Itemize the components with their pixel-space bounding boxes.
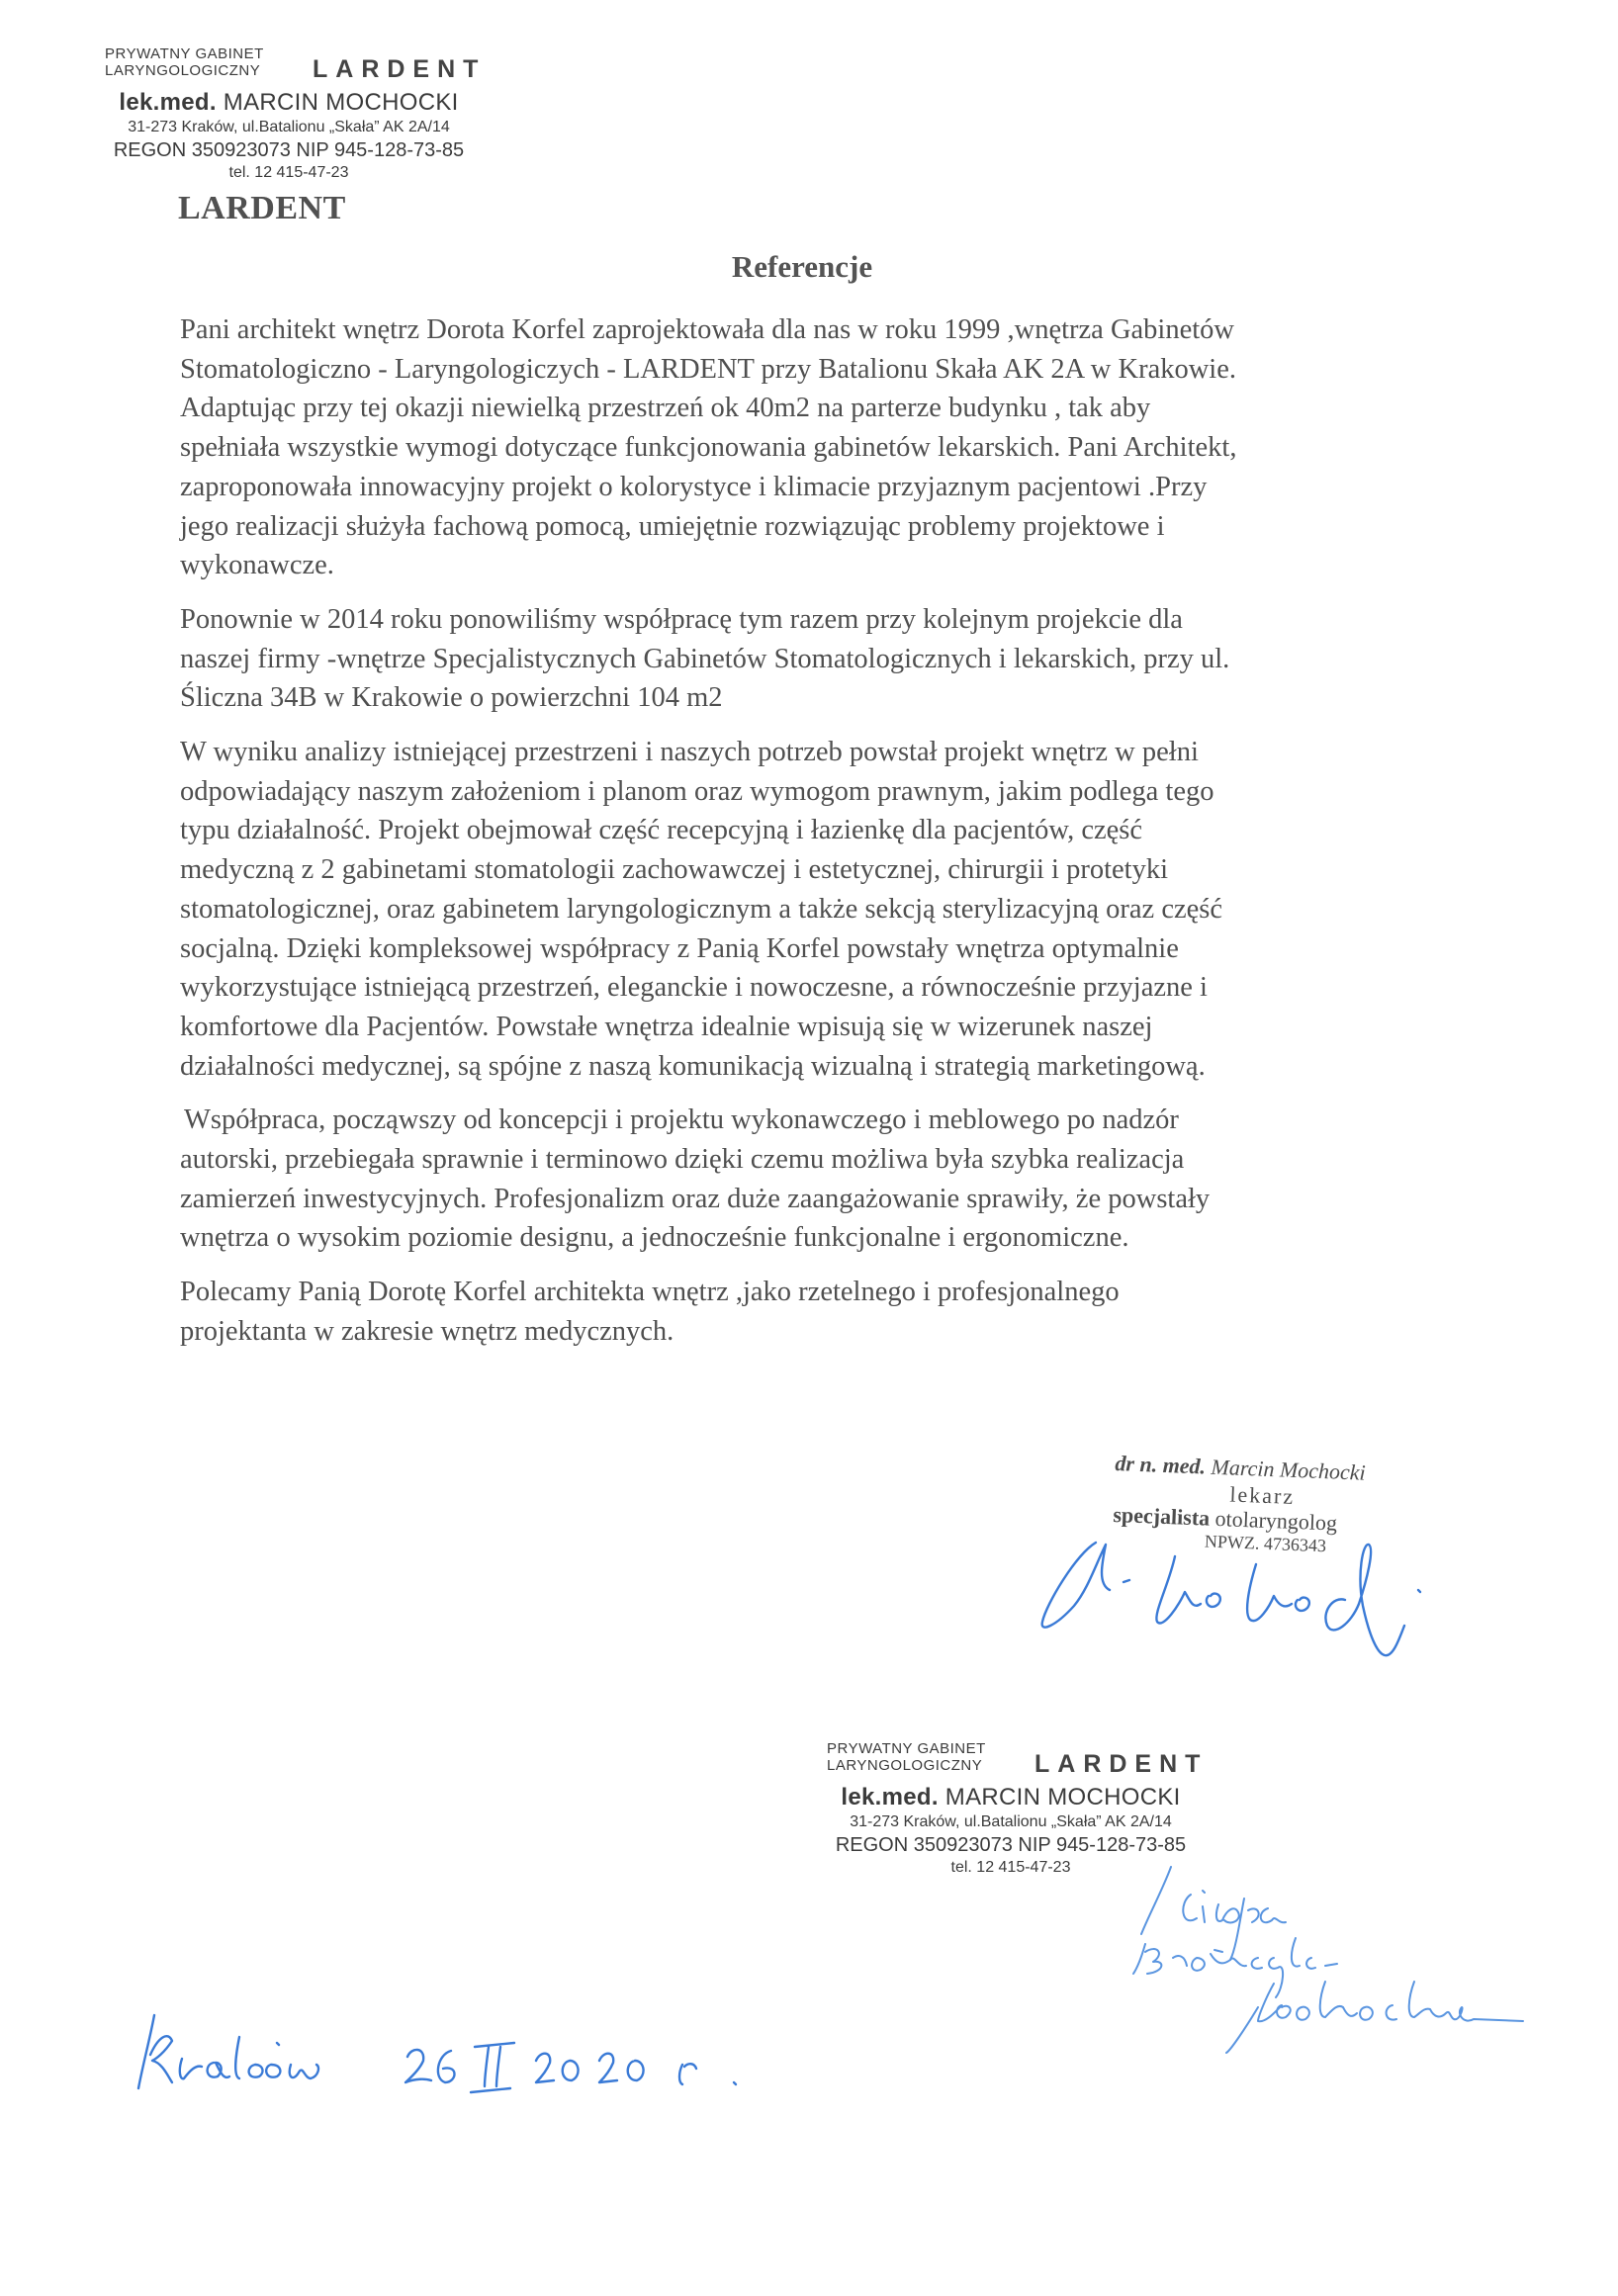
letterhead-stamp bbox=[105, 45, 487, 184]
practice-stamp-bottom bbox=[827, 1740, 1209, 1879]
stamp-doctor-fullname: Marcin Mochocki bbox=[1211, 1454, 1367, 1485]
stamp-regon-nip: REGON 350923073 NIP 945-128-73-85 bbox=[113, 139, 465, 161]
text-line: W wyniku analizy istniejącej przestrzeni i naszych potrzeb powstał projekt wnętrz w pełni bbox=[180, 737, 1199, 768]
stamp-name-prefix: lek.med. bbox=[841, 1784, 939, 1810]
text-line: działalności medycznej, są spójne z naszą komunikacją wizualną i strategią marketingową. bbox=[180, 1050, 1206, 1082]
text-line: spełniała wszystkie wymogi dotyczące funkcjonowania gabinetów lekarskich. Pani Architekt, bbox=[180, 432, 1237, 464]
text-line: naszej firmy -wnętrze Specjalistycznych Gabinetów Stomatologicznych i lekarskich, przy ul. bbox=[180, 643, 1230, 674]
text-line: Polecamy Panią Dorotę Korfel architekta wnętrz ,jako rzetelnego i profesjonalnego bbox=[180, 1277, 1120, 1308]
text-line: Stomatologiczno - Laryngologiczych - LARDENT przy Batalionu Skała AK 2A w Krakowie. bbox=[180, 353, 1236, 385]
doctor-signature bbox=[1036, 1535, 1472, 1668]
paragraph-4 bbox=[180, 1101, 1428, 1258]
text-line: Śliczna 34B w Krakowie o powierzchni 104 m2 bbox=[180, 682, 723, 714]
text-line: typu działalność. Projekt obejmował część recepcyjną i łazienkę dla pacjentów, część bbox=[180, 815, 1143, 846]
stamp-address: 31-273 Kraków, ul.Batalionu „Skała” AK 2A/14 bbox=[850, 1813, 1172, 1830]
text-line: Adaptując przy tej okazji niewielką przestrzeń ok 40m2 na parterze budynku , tak aby bbox=[180, 393, 1151, 424]
text-line: socjalną. Dzięki kompleksowej współpracy z Panią Korfel powstały wnętrza optymalnie bbox=[180, 932, 1179, 964]
text-line: Pani architekt wnętrz Dorota Korfel zaprojektowała dla nas w roku 1999 ,wnętrza Gabinetów bbox=[180, 314, 1234, 345]
text-line: zaproponowała innowacyjny projekt o kolorystyce i klimacie przyjaznym pacjentowi .Przy bbox=[180, 471, 1208, 502]
second-signature bbox=[1127, 1859, 1582, 2067]
stamp-doctor-name bbox=[105, 89, 473, 117]
paragraph-3 bbox=[180, 733, 1428, 1086]
text-line: projektanta w zakresie wnętrz medycznych. bbox=[180, 1315, 674, 1347]
stamp-phone: tel. 12 415-47-23 bbox=[228, 164, 349, 181]
stamp-brand: LARDENT bbox=[1034, 1750, 1209, 1778]
paragraph-5 bbox=[180, 1273, 1428, 1351]
stamp-regon-nip: REGON 350923073 NIP 945-128-73-85 bbox=[835, 1834, 1187, 1856]
stamp-address: 31-273 Kraków, ul.Batalionu „Skała” AK 2A/14 bbox=[128, 119, 450, 135]
text-line: zamierzeń inwestycyjnych. Profesjonalizm oraz duże zaangażowanie sprawiły, że powstały bbox=[180, 1183, 1211, 1214]
text-line: Współpraca, począwszy od koncepcji i projektu wykonawczego i meblowego po nadzór bbox=[184, 1104, 1179, 1136]
text-line: odpowiadający naszym założeniom i planom oraz wymogom prawnym, jakim podlega tego bbox=[180, 775, 1214, 807]
place-and-date bbox=[129, 2007, 821, 2106]
text-line: jego realizacji służyła fachową pomocą, umiejętnie rozwiązując problemy projektowe i bbox=[180, 510, 1165, 542]
header-brand: LARDENT bbox=[178, 190, 346, 226]
stamp-line-2: LARYNGOLOGICZNY bbox=[827, 1757, 983, 1774]
stamp-brand: LARDENT bbox=[313, 55, 487, 83]
stamp-phone: tel. 12 415-47-23 bbox=[950, 1859, 1071, 1876]
handwritten-name-scribble-icon bbox=[1127, 1859, 1582, 2067]
stamp-specialty: otolaryngolog bbox=[1214, 1505, 1338, 1536]
stamp-line-1: PRYWATNY GABINET bbox=[827, 1740, 986, 1757]
document-title-text: Referencje bbox=[731, 249, 873, 284]
stamp-specialty-prefix: specjalista bbox=[1113, 1501, 1211, 1531]
stamp-line-1: PRYWATNY GABINET bbox=[105, 45, 264, 62]
text-line: autorski, przebiegała sprawnie i terminowo dzięki czemu możliwa była szybka realizacja bbox=[180, 1144, 1185, 1176]
text-line: wykorzystujące istniejącą przestrzeń, eleganckie i nowoczesne, a równocześnie przyjazne i bbox=[180, 972, 1208, 1004]
stamp-degree: dr n. med. bbox=[1115, 1450, 1207, 1479]
paragraph-2 bbox=[180, 600, 1428, 718]
text-line: wnętrza o wysokim poziomie designu, a jednocześnie funkcjonalne i ergonomiczne. bbox=[180, 1222, 1129, 1254]
paragraph-1 bbox=[180, 310, 1428, 585]
stamp-name: MARCIN MOCHOCKI bbox=[223, 89, 459, 116]
stamp-line-2: LARYNGOLOGICZNY bbox=[105, 62, 261, 79]
text-line: stomatologicznej, oraz gabinetem laryngologicznym a także sekcją sterylizacyjną oraz część bbox=[180, 893, 1223, 925]
text-line: wykonawcze. bbox=[180, 550, 334, 581]
letter-body bbox=[180, 310, 1428, 1367]
stamp-name: MARCIN MOCHOCKI bbox=[944, 1784, 1181, 1810]
document-title bbox=[0, 249, 1618, 285]
handwritten-date-scribble-icon bbox=[129, 2007, 821, 2106]
text-line: medyczną z 2 gabinetami stomatologii zachowawczej i estetycznej, chirurgii i protetyki bbox=[180, 854, 1168, 886]
signature-scribble-icon bbox=[1036, 1535, 1472, 1668]
stamp-license: NPWZ. 4736343 bbox=[1204, 1531, 1327, 1556]
text-line: komfortowe dla Pacjentów. Powstałe wnętrza idealnie wpisują się w wizerunek naszej bbox=[180, 1011, 1153, 1042]
stamp-doctor-name bbox=[827, 1784, 1195, 1811]
text-line: Ponownie w 2014 roku ponowiliśmy współpracę tym razem przy kolejnym projekcie dla bbox=[180, 603, 1183, 635]
stamp-name-prefix: lek.med. bbox=[119, 89, 217, 116]
stamp-role: lekarz bbox=[1229, 1481, 1296, 1509]
